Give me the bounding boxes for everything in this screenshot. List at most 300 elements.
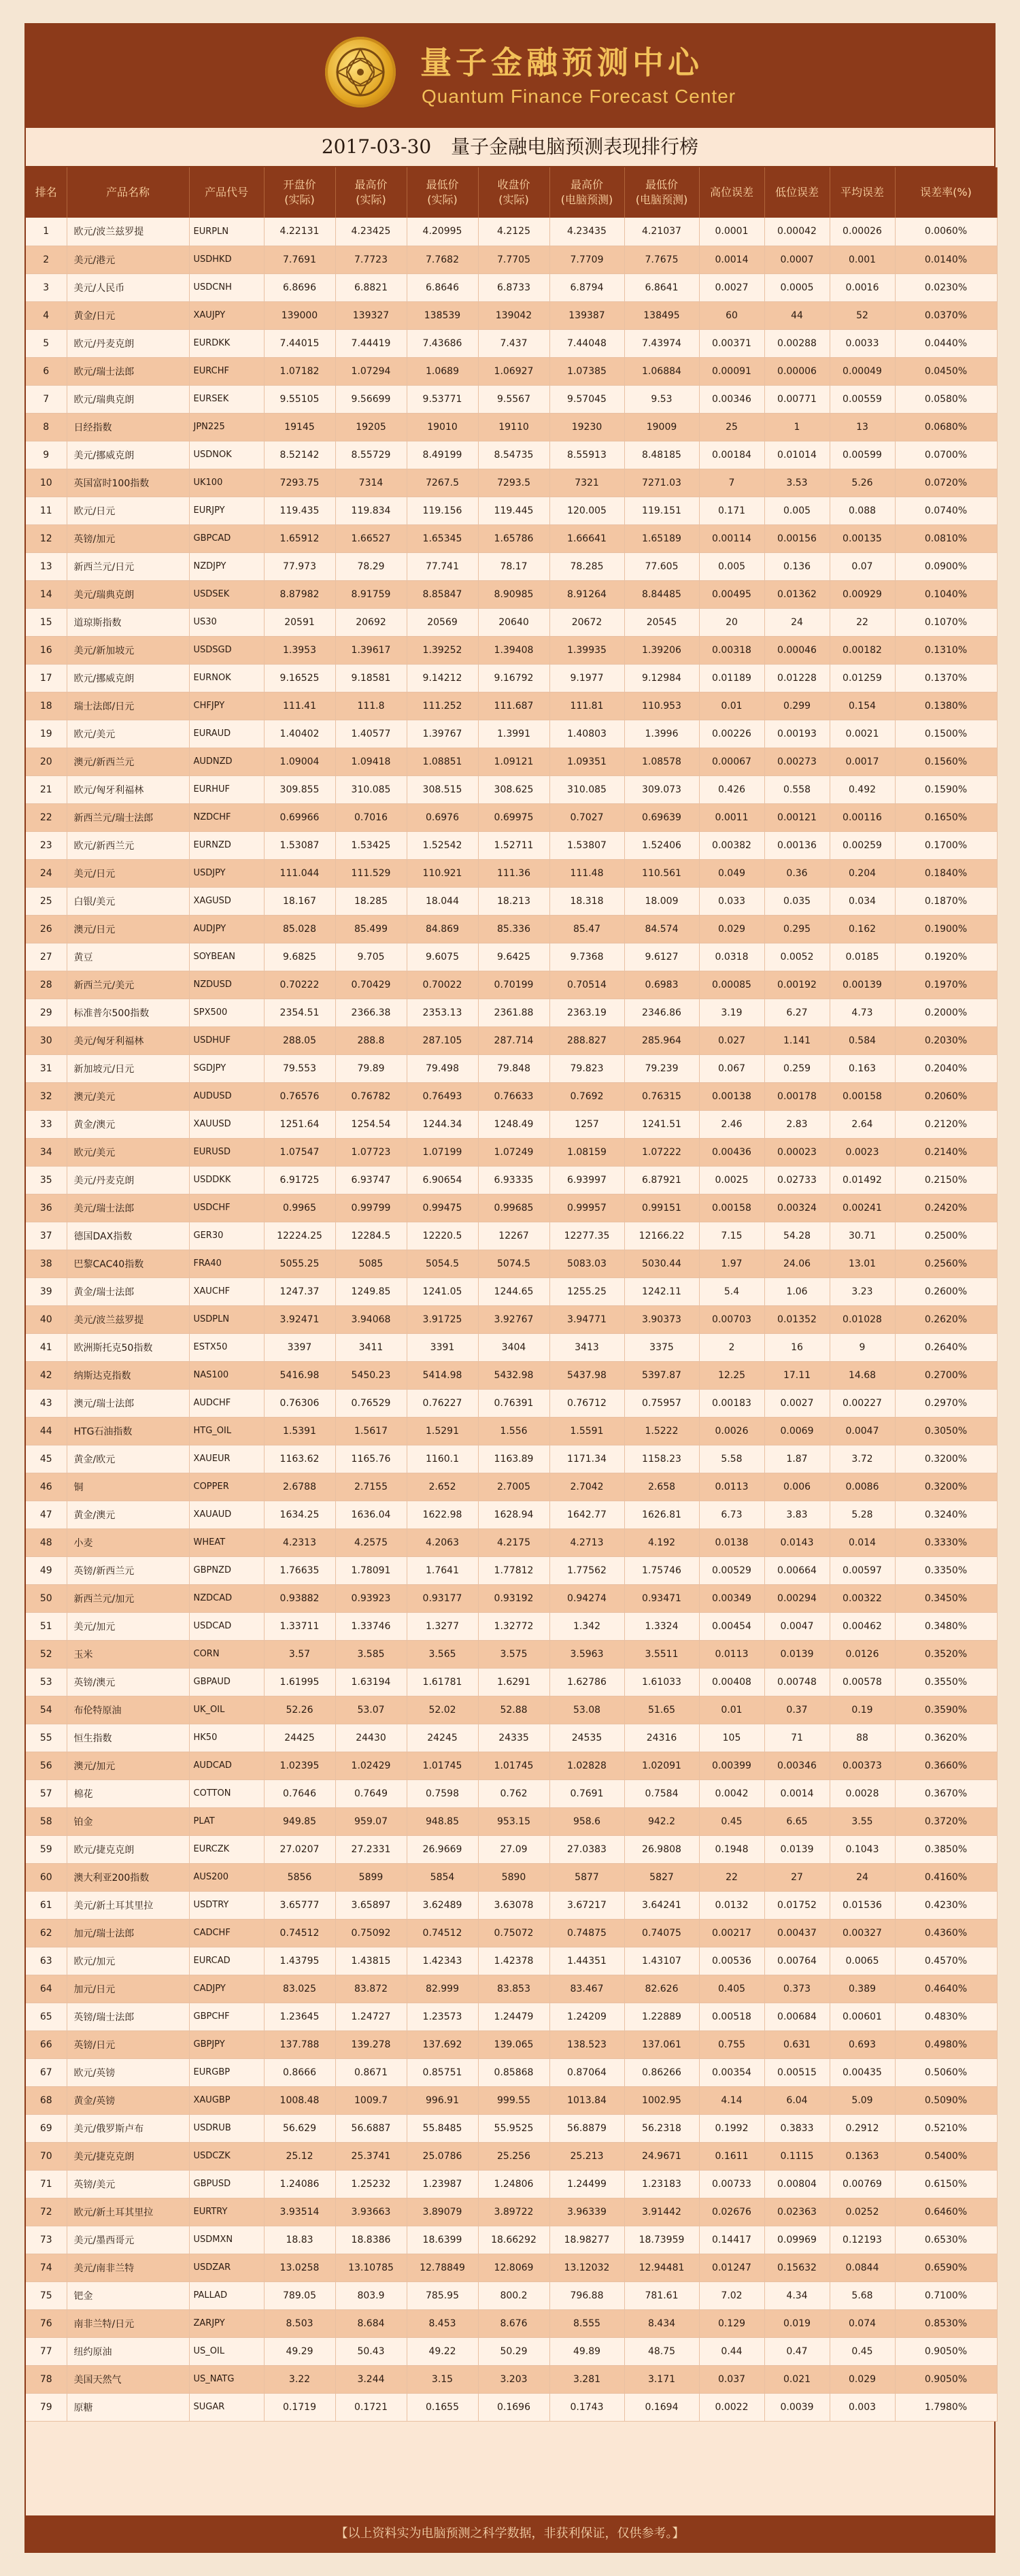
table-cell: 3.244: [335, 2365, 407, 2393]
table-cell: 小麦: [67, 1528, 189, 1556]
table-cell: 0.2970%: [895, 1389, 997, 1417]
table-cell: 4.2125: [478, 218, 549, 246]
table-cell: 13: [830, 413, 895, 441]
table-cell: 0.0039: [764, 2393, 830, 2421]
table-cell: 欧元/英镑: [67, 2058, 189, 2086]
table-cell: 0.0138: [699, 1528, 764, 1556]
table-cell: 瑞士法郎/日元: [67, 692, 189, 720]
table-cell: 0.035: [764, 887, 830, 915]
table-row: [26, 1696, 997, 1724]
table-cell: 英镑/新西兰元: [67, 1556, 189, 1584]
table-cell: 0.005: [764, 497, 830, 524]
table-cell: 6: [26, 357, 67, 385]
table-cell: 79.239: [624, 1054, 699, 1082]
table-cell: 1.09418: [335, 748, 407, 775]
table-cell: EURAUD: [189, 720, 264, 748]
table-cell: 0.00183: [699, 1389, 764, 1417]
table-cell: 0.00121: [764, 803, 830, 831]
table-cell: 0.00226: [699, 720, 764, 748]
table-cell: 0.76315: [624, 1082, 699, 1110]
table-cell: 7.15: [699, 1222, 764, 1250]
table-cell: 56: [26, 1752, 67, 1779]
table-cell: 84.869: [407, 915, 478, 943]
table-cell: 1013.84: [549, 2086, 624, 2114]
table-cell: 0.9050%: [895, 2337, 997, 2365]
table-cell: 0.99475: [407, 1194, 478, 1222]
table-cell: 27: [26, 943, 67, 971]
table-cell: 9.16792: [478, 664, 549, 692]
table-cell: 27: [764, 1863, 830, 1891]
table-cell: 3.94068: [335, 1305, 407, 1333]
column-header: 最低价 (实际): [407, 167, 478, 218]
table-cell: 6.8696: [264, 273, 335, 301]
table-cell: 0.2030%: [895, 1026, 997, 1054]
table-cell: 0.76227: [407, 1389, 478, 1417]
table-cell: 48: [26, 1528, 67, 1556]
table-cell: 0.47: [764, 2337, 830, 2365]
table-cell: 8.54735: [478, 441, 549, 469]
table-cell: 20640: [478, 608, 549, 636]
table-row: [26, 943, 997, 971]
table-cell: 30: [26, 1026, 67, 1054]
table-cell: 0.762: [478, 1779, 549, 1807]
table-cell: 1165.76: [335, 1445, 407, 1473]
brand-name-cn: 量子金融预测中心: [420, 44, 703, 81]
table-cell: 19205: [335, 413, 407, 441]
table-cell: 2.7005: [478, 1473, 549, 1501]
table-cell: 0.0025: [699, 1166, 764, 1194]
table-cell: 7314: [335, 469, 407, 497]
table-cell: 61: [26, 1891, 67, 1919]
table-cell: 0.033: [699, 887, 764, 915]
table-cell: 0.006: [764, 1473, 830, 1501]
table-cell: 1.3991: [478, 720, 549, 748]
table-cell: 26.9808: [624, 1835, 699, 1863]
table-row: [26, 1724, 997, 1752]
table-row: [26, 1361, 997, 1389]
table-cell: EURUSD: [189, 1138, 264, 1166]
table-cell: 18.83: [264, 2226, 335, 2254]
table-cell: 139.065: [478, 2030, 549, 2058]
table-cell: 0.4360%: [895, 1919, 997, 1947]
table-cell: 119.445: [478, 497, 549, 524]
table-cell: 0.1900%: [895, 915, 997, 943]
table-cell: 24316: [624, 1724, 699, 1752]
table-cell: 1.39935: [549, 636, 624, 664]
table-cell: 0.00156: [764, 524, 830, 552]
table-cell: USDMXN: [189, 2226, 264, 2254]
table-row: [26, 1389, 997, 1417]
table-cell: 111.81: [549, 692, 624, 720]
table-cell: 0.02676: [699, 2198, 764, 2226]
table-cell: 0.001: [830, 246, 895, 273]
table-cell: 0.1840%: [895, 859, 997, 887]
table-cell: 137.788: [264, 2030, 335, 2058]
table-cell: 1.52542: [407, 831, 478, 859]
table-cell: 新西兰元/瑞士法郎: [67, 803, 189, 831]
table-cell: 0.003: [830, 2393, 895, 2421]
table-cell: 111.252: [407, 692, 478, 720]
table-cell: USDDKK: [189, 1166, 264, 1194]
table-cell: 0.1694: [624, 2393, 699, 2421]
table-cell: 8.91264: [549, 580, 624, 608]
table-cell: 13.01: [830, 1250, 895, 1277]
table-cell: 54.28: [764, 1222, 830, 1250]
table-cell: 52: [26, 1640, 67, 1668]
table-cell: 0.1920%: [895, 943, 997, 971]
table-cell: 0.00664: [764, 1556, 830, 1584]
table-cell: SUGAR: [189, 2393, 264, 2421]
table-cell: USDRUB: [189, 2114, 264, 2142]
table-cell: 285.964: [624, 1026, 699, 1054]
table-cell: 4.2313: [264, 1528, 335, 1556]
table-cell: 3.281: [549, 2365, 624, 2393]
table-cell: 0.76306: [264, 1389, 335, 1417]
table-cell: 0.09969: [764, 2226, 830, 2254]
table-cell: 6.91725: [264, 1166, 335, 1194]
table-cell: 63: [26, 1947, 67, 1975]
table-cell: 111.687: [478, 692, 549, 720]
table-cell: 0.70222: [264, 971, 335, 999]
table-row: [26, 1194, 997, 1222]
table-row: [26, 2030, 997, 2058]
table-cell: 0.171: [699, 497, 764, 524]
table-cell: 6.8646: [407, 273, 478, 301]
table-cell: HTG_OIL: [189, 1417, 264, 1445]
table-cell: 34: [26, 1138, 67, 1166]
table-cell: 78.29: [335, 552, 407, 580]
table-cell: 7.44015: [264, 329, 335, 357]
table-cell: 0.99957: [549, 1194, 624, 1222]
table-cell: 1158.23: [624, 1445, 699, 1473]
table-cell: 1249.85: [335, 1277, 407, 1305]
table-cell: 美元/挪威克朗: [67, 441, 189, 469]
table-cell: 0.0900%: [895, 552, 997, 580]
table-cell: 3.65777: [264, 1891, 335, 1919]
table-cell: 119.435: [264, 497, 335, 524]
table-cell: 0.005: [699, 552, 764, 580]
table-row: [26, 469, 997, 497]
table-cell: 巴黎CAC40指数: [67, 1250, 189, 1277]
table-cell: 0.1696: [478, 2393, 549, 2421]
table-cell: 310.085: [335, 775, 407, 803]
table-cell: 1.39206: [624, 636, 699, 664]
table-row: [26, 2003, 997, 2030]
table-cell: 0.00437: [764, 1919, 830, 1947]
table-cell: 288.827: [549, 1026, 624, 1054]
table-cell: 3.23: [830, 1277, 895, 1305]
table-cell: 0.6530%: [895, 2226, 997, 2254]
table-cell: 1.33746: [335, 1612, 407, 1640]
table-cell: 欧元/美元: [67, 720, 189, 748]
table-cell: 949.85: [264, 1807, 335, 1835]
table-cell: 3.64241: [624, 1891, 699, 1919]
table-cell: 道琼斯指数: [67, 608, 189, 636]
table-cell: 0.029: [830, 2365, 895, 2393]
table-cell: 加元/瑞士法郎: [67, 1919, 189, 1947]
table-cell: 0.00346: [764, 1752, 830, 1779]
table-cell: 25: [699, 413, 764, 441]
table-cell: 49: [26, 1556, 67, 1584]
table-cell: 美元/瑞典克朗: [67, 580, 189, 608]
table-cell: 24535: [549, 1724, 624, 1752]
table-cell: 6.93335: [478, 1166, 549, 1194]
table-cell: WHEAT: [189, 1528, 264, 1556]
column-header: 最高价 (电脑预测): [549, 167, 624, 218]
table-cell: 0.01: [699, 692, 764, 720]
table-cell: 88: [830, 1724, 895, 1752]
table-cell: 0.86266: [624, 2058, 699, 2086]
table-cell: 0.99151: [624, 1194, 699, 1222]
table-cell: 42: [26, 1361, 67, 1389]
table-cell: 欧元/新土耳其里拉: [67, 2198, 189, 2226]
table-cell: 8.48185: [624, 441, 699, 469]
table-cell: 0.7649: [335, 1779, 407, 1807]
table-cell: 1.40577: [335, 720, 407, 748]
table-cell: 0.1721: [335, 2393, 407, 2421]
disclaimer-footer: 【以上资料实为电脑预测之科学数据，非获利保证，仅供参考。】: [26, 2515, 994, 2552]
table-cell: 82.626: [624, 1975, 699, 2003]
table-cell: 3.55: [830, 1807, 895, 1835]
table-cell: EURPLN: [189, 218, 264, 246]
table-cell: HK50: [189, 1724, 264, 1752]
table-cell: 3.72: [830, 1445, 895, 1473]
table-cell: 803.9: [335, 2281, 407, 2309]
table-cell: 11: [26, 497, 67, 524]
table-cell: 1.3996: [624, 720, 699, 748]
table-cell: 105: [699, 1724, 764, 1752]
table-cell: 18: [26, 692, 67, 720]
table-cell: 24.06: [764, 1250, 830, 1277]
table-cell: 0.0440%: [895, 329, 997, 357]
table-cell: 27.2331: [335, 1835, 407, 1863]
table-cell: 111.41: [264, 692, 335, 720]
table-cell: 1.24806: [478, 2170, 549, 2198]
table-cell: XAUAUD: [189, 1501, 264, 1528]
table-cell: 0.0086: [830, 1473, 895, 1501]
table-cell: 5085: [335, 1250, 407, 1277]
table-cell: 2366.38: [335, 999, 407, 1026]
table-cell: 77.741: [407, 552, 478, 580]
table-cell: 0.295: [764, 915, 830, 943]
table-cell: 12.94481: [624, 2254, 699, 2281]
table-cell: 0.9965: [264, 1194, 335, 1222]
table-cell: 0.00318: [699, 636, 764, 664]
table-cell: 0.76576: [264, 1082, 335, 1110]
table-cell: 308.515: [407, 775, 478, 803]
table-cell: 1.08851: [407, 748, 478, 775]
table-cell: 7.43686: [407, 329, 478, 357]
table-cell: 78.17: [478, 552, 549, 580]
table-cell: 20569: [407, 608, 478, 636]
table-cell: 309.855: [264, 775, 335, 803]
table-cell: 5432.98: [478, 1361, 549, 1389]
table-cell: 25.256: [478, 2142, 549, 2170]
table-row: [26, 1919, 997, 1947]
table-cell: 0.00399: [699, 1752, 764, 1779]
table-cell: 1.63194: [335, 1668, 407, 1696]
table-cell: 3.92767: [478, 1305, 549, 1333]
table-cell: 4.2175: [478, 1528, 549, 1556]
table-cell: 2.652: [407, 1473, 478, 1501]
table-cell: AUDUSD: [189, 1082, 264, 1110]
table-cell: 0.2040%: [895, 1054, 997, 1082]
table-cell: 美元/墨西哥元: [67, 2226, 189, 2254]
table-cell: 0.93882: [264, 1584, 335, 1612]
table-cell: 0.00182: [830, 636, 895, 664]
table-cell: 288.05: [264, 1026, 335, 1054]
table-cell: 3.5511: [624, 1640, 699, 1668]
table-cell: 9.7368: [549, 943, 624, 971]
table-cell: 0.7692: [549, 1082, 624, 1110]
table-row: [26, 1250, 997, 1277]
table-cell: 澳元/美元: [67, 1082, 189, 1110]
table-cell: 0.75092: [335, 1919, 407, 1947]
table-cell: 0.0230%: [895, 273, 997, 301]
table-cell: 1.97: [699, 1250, 764, 1277]
table-cell: 0.00382: [699, 831, 764, 859]
table-cell: 0.01189: [699, 664, 764, 692]
table-cell: 0.00354: [699, 2058, 764, 2086]
table-cell: 36: [26, 1194, 67, 1222]
table-cell: 0.00241: [830, 1194, 895, 1222]
table-row: [26, 2086, 997, 2114]
table-cell: 2: [699, 1333, 764, 1361]
table-row: [26, 1277, 997, 1305]
table-cell: 83.853: [478, 1975, 549, 2003]
table-cell: 欧元/新西兰元: [67, 831, 189, 859]
table-cell: 1.141: [764, 1026, 830, 1054]
table-cell: 3.67217: [549, 1891, 624, 1919]
table-cell: 139.278: [335, 2030, 407, 2058]
table-cell: XAGUSD: [189, 887, 264, 915]
table-cell: 58: [26, 1807, 67, 1835]
table-cell: 0.3670%: [895, 1779, 997, 1807]
table-cell: 0.029: [699, 915, 764, 943]
table-cell: 0.1870%: [895, 887, 997, 915]
table-cell: 0.0140%: [895, 246, 997, 273]
table-cell: 0.037: [699, 2365, 764, 2393]
table-cell: 0.1380%: [895, 692, 997, 720]
table-cell: 50.43: [335, 2337, 407, 2365]
table-cell: 3.171: [624, 2365, 699, 2393]
table-cell: 8.555: [549, 2309, 624, 2337]
table-cell: 0.36: [764, 859, 830, 887]
table-cell: 20672: [549, 608, 624, 636]
table-cell: 9: [830, 1333, 895, 1361]
table-cell: 13.10785: [335, 2254, 407, 2281]
table-cell: USDZAR: [189, 2254, 264, 2281]
table-cell: 1241.51: [624, 1110, 699, 1138]
table-cell: 1.02429: [335, 1752, 407, 1779]
table-cell: 2353.13: [407, 999, 478, 1026]
table-cell: 0.76391: [478, 1389, 549, 1417]
table-cell: EURGBP: [189, 2058, 264, 2086]
table-cell: EURCZK: [189, 1835, 264, 1863]
table-cell: 44: [26, 1417, 67, 1445]
table-cell: AUS200: [189, 1863, 264, 1891]
table-cell: 0.9050%: [895, 2365, 997, 2393]
table-row: [26, 1138, 997, 1166]
table-cell: 120.005: [549, 497, 624, 524]
table-cell: 1.78091: [335, 1556, 407, 1584]
table-cell: 1.07249: [478, 1138, 549, 1166]
table-cell: 12.78849: [407, 2254, 478, 2281]
table-cell: 27.09: [478, 1835, 549, 1863]
table-cell: 0.44: [699, 2337, 764, 2365]
table-cell: 9.1977: [549, 664, 624, 692]
table-cell: 3375: [624, 1333, 699, 1361]
table-cell: 4.23425: [335, 218, 407, 246]
table-cell: 119.834: [335, 497, 407, 524]
table-cell: 28: [26, 971, 67, 999]
table-cell: 19145: [264, 413, 335, 441]
table-cell: 棉花: [67, 1779, 189, 1807]
table-cell: 0.93192: [478, 1584, 549, 1612]
table-cell: 19230: [549, 413, 624, 441]
table-cell: 1.07182: [264, 357, 335, 385]
table-cell: 85.028: [264, 915, 335, 943]
table-cell: 0.8666: [264, 2058, 335, 2086]
table-cell: 3.19: [699, 999, 764, 1026]
table-cell: 18.66292: [478, 2226, 549, 2254]
table-cell: 52.26: [264, 1696, 335, 1724]
table-cell: 0.00373: [830, 1752, 895, 1779]
table-cell: 5030.44: [624, 1250, 699, 1277]
table-cell: 1.39252: [407, 636, 478, 664]
table-cell: 40: [26, 1305, 67, 1333]
table-cell: 1.43815: [335, 1947, 407, 1975]
table-cell: 0.0143: [764, 1528, 830, 1556]
table-cell: 0.19: [830, 1696, 895, 1724]
table-cell: 5827: [624, 1863, 699, 1891]
table-cell: 黄金/澳元: [67, 1110, 189, 1138]
table-cell: HTG石油指数: [67, 1417, 189, 1445]
table-cell: 0.0580%: [895, 385, 997, 413]
table-cell: 0.00193: [764, 720, 830, 748]
table-cell: 138495: [624, 301, 699, 329]
table-cell: 0.93177: [407, 1584, 478, 1612]
table-cell: 1.32772: [478, 1612, 549, 1640]
table-cell: 8.49199: [407, 441, 478, 469]
table-cell: 3413: [549, 1333, 624, 1361]
table-cell: 57: [26, 1779, 67, 1807]
table-cell: 0.00116: [830, 803, 895, 831]
table-cell: 0.74512: [264, 1919, 335, 1947]
table-cell: 7.44419: [335, 329, 407, 357]
table-cell: 111.36: [478, 859, 549, 887]
table-cell: 0.00436: [699, 1138, 764, 1166]
table-cell: 0.2140%: [895, 1138, 997, 1166]
table-cell: 5.4: [699, 1277, 764, 1305]
table-cell: 布伦特原油: [67, 1696, 189, 1724]
table-cell: 1.08159: [549, 1138, 624, 1166]
table-cell: 1244.34: [407, 1110, 478, 1138]
table-cell: PLAT: [189, 1807, 264, 1835]
table-row: [26, 580, 997, 608]
table-cell: 0.0139: [764, 1835, 830, 1863]
table-cell: 22: [699, 1863, 764, 1891]
table-cell: GBPJPY: [189, 2030, 264, 2058]
table-cell: 黄金/日元: [67, 301, 189, 329]
table-row: [26, 748, 997, 775]
table-cell: 0.4570%: [895, 1947, 997, 1975]
table-cell: 3.92471: [264, 1305, 335, 1333]
table-cell: 5877: [549, 1863, 624, 1891]
table-cell: 0.0139: [764, 1640, 830, 1668]
table-cell: 1: [764, 413, 830, 441]
table-cell: 119.156: [407, 497, 478, 524]
